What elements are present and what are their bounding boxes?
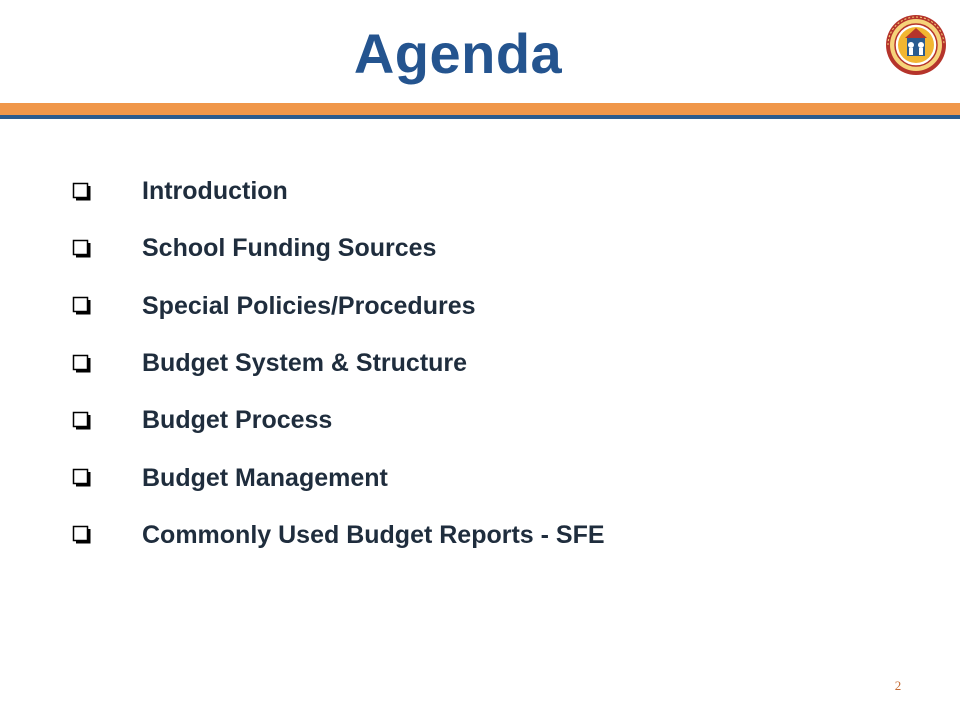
district-seal-logo (885, 14, 947, 76)
agenda-item (72, 220, 605, 277)
checkbox-icon (72, 229, 96, 269)
page-number: 2 (894, 678, 902, 693)
agenda-item (72, 449, 605, 506)
agenda-item-label: Commonly Used Budget Reports - SFE (142, 520, 605, 549)
agenda-item-label: Budget System & Structure (142, 349, 468, 378)
checkbox-icon (72, 172, 96, 212)
agenda-item-label: Introduction (142, 177, 288, 206)
checkbox-icon (72, 458, 96, 498)
checkbox-icon (72, 401, 96, 441)
agenda-list (72, 163, 605, 564)
agenda-item (72, 335, 605, 392)
agenda-item (72, 392, 605, 449)
header-rule-orange (0, 103, 960, 115)
agenda-item-label: School Funding Sources (142, 234, 437, 263)
agenda-item (72, 507, 605, 564)
checkbox-icon (72, 344, 96, 384)
agenda-item (72, 163, 605, 220)
agenda-item-label: Budget Management (142, 463, 388, 492)
slide-title: Agenda (353, 22, 563, 85)
checkbox-icon (72, 515, 96, 555)
header-rule-blue (0, 115, 960, 119)
checkbox-icon (72, 286, 96, 326)
agenda-item-label: Special Policies/Procedures (142, 291, 476, 320)
agenda-item-label: Budget Process (142, 406, 333, 435)
agenda-item (72, 278, 605, 335)
